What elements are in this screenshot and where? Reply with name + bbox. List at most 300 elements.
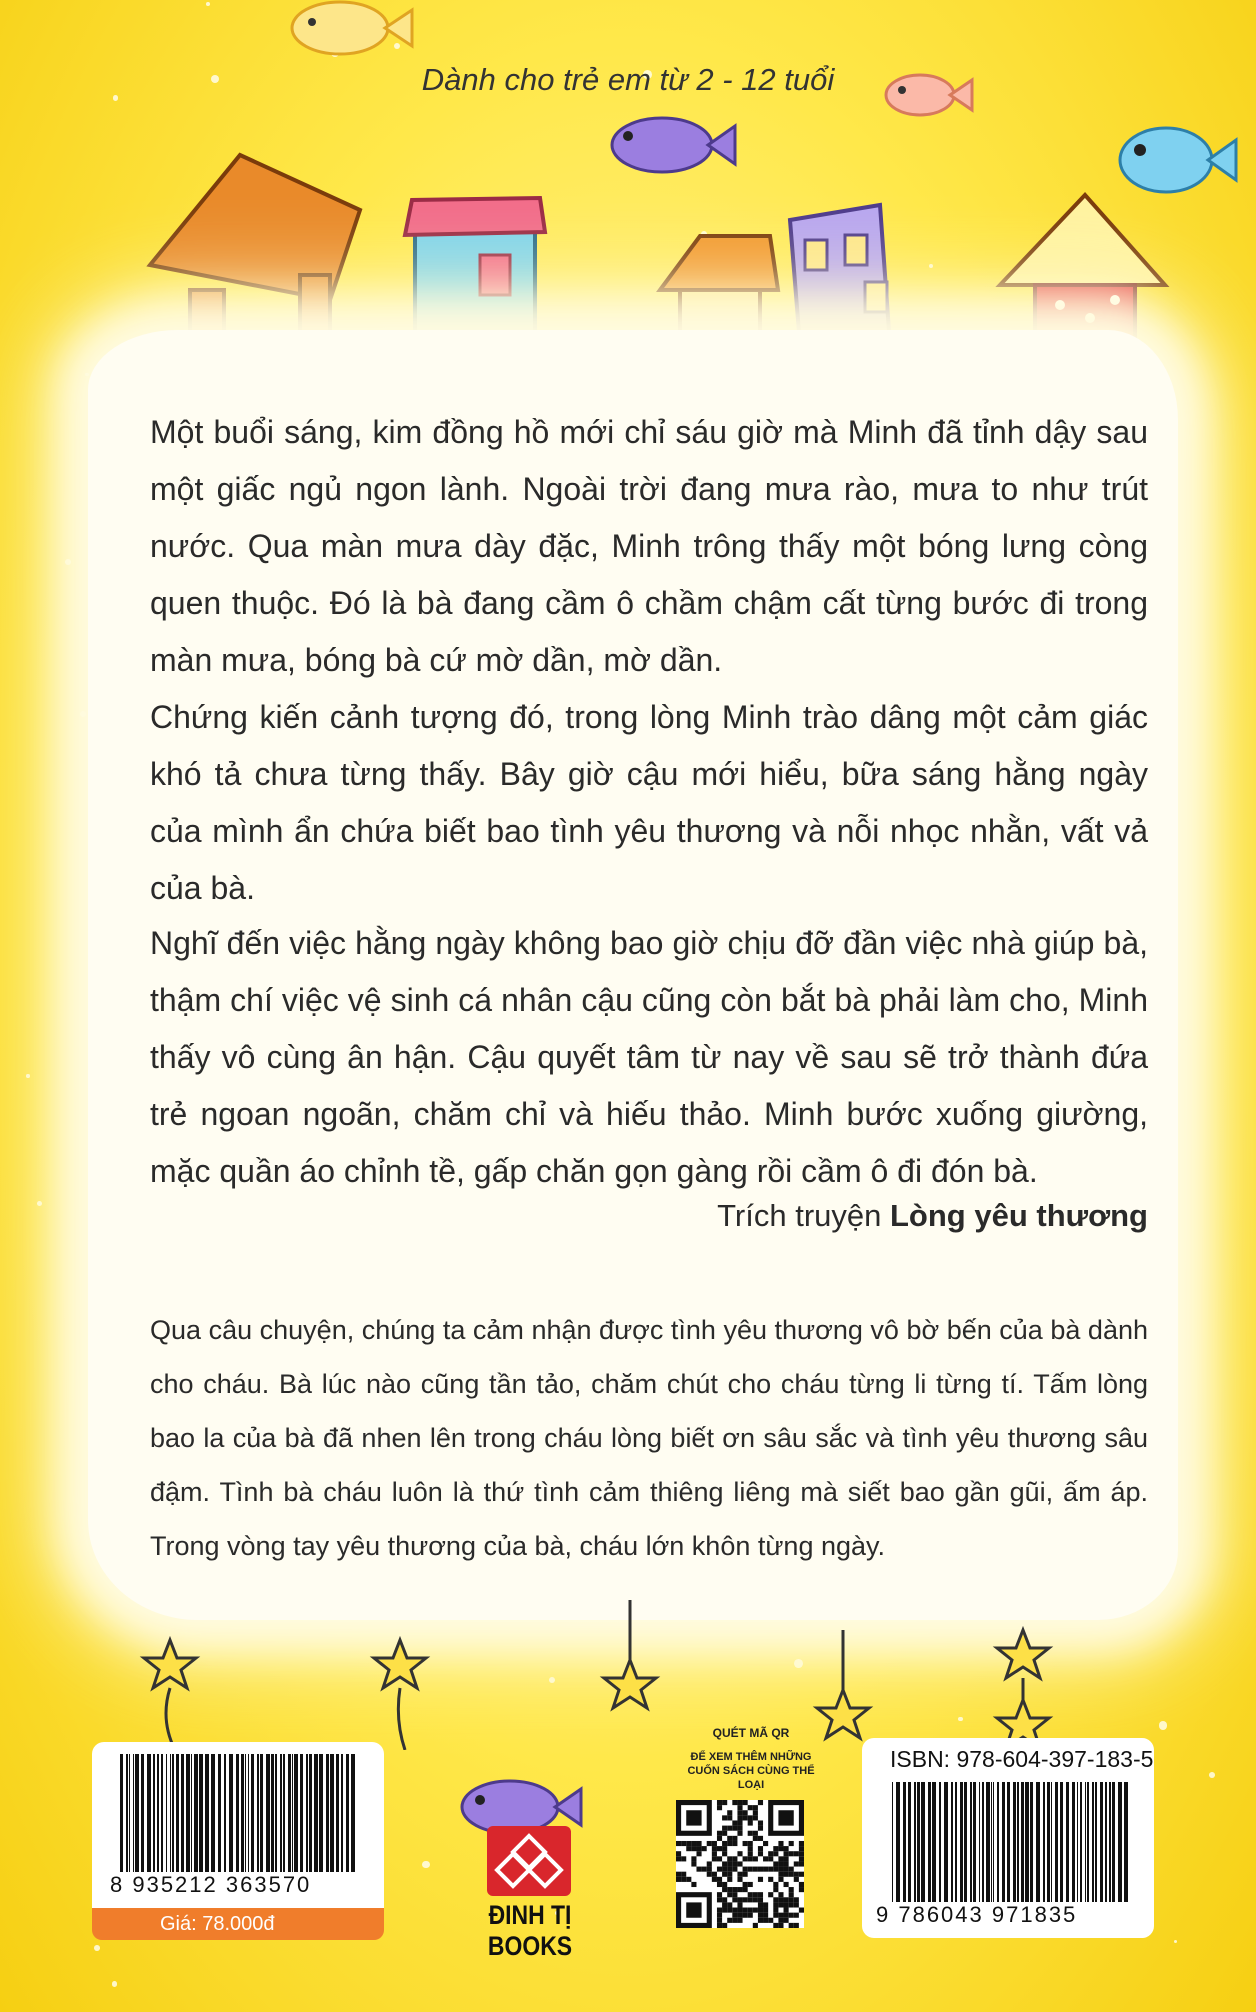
qr-module <box>686 1877 691 1882</box>
snow-dot <box>94 1945 100 1951</box>
qr-module <box>789 1892 794 1897</box>
star-icon <box>997 1630 1049 1678</box>
barcode-bar <box>1060 1782 1063 1902</box>
qr-module <box>691 1856 696 1861</box>
barcode-bar <box>1080 1782 1082 1902</box>
barcode-bar <box>126 1754 128 1872</box>
source-prefix: Trích truyện <box>717 1198 890 1233</box>
qr-module <box>758 1846 763 1851</box>
qr-module <box>681 1872 686 1877</box>
story-paragraph-1: Một buổi sáng, kim đồng hồ mới chỉ sáu giờ mà Minh đã tỉnh dậy sau một giấc ngủ ngon lành. Ngoài trời đang mưa rào, mưa to như trút nước. Qua màn mưa dày đặc, Minh trông thấy một bóng lưng còng quen thuộc. Đó là bà đang cầm ô chầm chậm cất từng bước đi trong màn mưa, bóng bà cứ mờ dần, mờ dần. <box>150 414 1148 678</box>
qr-module <box>758 1851 763 1856</box>
qr-module <box>748 1831 753 1836</box>
qr-module <box>737 1913 742 1918</box>
qr-module <box>737 1902 742 1907</box>
summary-paragraph: Qua câu chuyện, chúng ta cảm nhận được tình yêu thương vô bờ bến của bà dành cho cháu. Bà lúc nào cũng tần tảo, chăm chút cho cháu từng li từng tí. Tấm lòng bao la của bà đã nhen lên trong cháu lòng biết ơn sâu sắc và tình yêu thương sâu đậm. Tình bà cháu luôn là thứ tình cảm thiêng liêng mà siết bao gần gũi, ấm áp. Trong vòng tay yêu thương của bà, cháu lớn khôn từng ngày. <box>150 1315 1148 1561</box>
qr-module <box>707 1861 712 1866</box>
qr-module <box>758 1877 763 1882</box>
barcode-bar <box>172 1754 174 1872</box>
qr-module <box>732 1913 737 1918</box>
qr-module <box>727 1918 732 1923</box>
qr-module <box>737 1872 742 1877</box>
barcode-bar <box>275 1754 277 1872</box>
qr-module <box>727 1902 732 1907</box>
qr-module <box>717 1892 722 1897</box>
qr-module <box>753 1856 758 1861</box>
barcode-bar <box>1043 1782 1045 1902</box>
snow-dot <box>65 559 71 565</box>
qr-module <box>789 1897 794 1902</box>
qr-module <box>758 1918 763 1923</box>
barcode-bar <box>1007 1782 1010 1902</box>
qr-module <box>768 1918 773 1923</box>
qr-module <box>763 1856 768 1861</box>
barcode-bar <box>944 1782 948 1902</box>
qr-module <box>722 1872 727 1877</box>
barcode-bar <box>1030 1782 1033 1902</box>
barcode-bar <box>1085 1782 1086 1902</box>
qr-module <box>737 1831 742 1836</box>
barcode-bar <box>997 1782 999 1902</box>
qr-module <box>748 1815 753 1820</box>
qr-module <box>732 1867 737 1872</box>
publisher-logo <box>487 1826 571 1896</box>
qr-module <box>778 1861 783 1866</box>
qr-caption-title: QUÉT MÃ QR <box>712 1726 790 1740</box>
qr-code[interactable] <box>676 1800 804 1928</box>
qr-module <box>758 1892 763 1897</box>
qr-module <box>748 1897 753 1902</box>
qr-module <box>722 1908 727 1913</box>
house-illustration <box>405 198 545 350</box>
qr-module <box>778 1913 783 1918</box>
qr-module <box>722 1882 727 1887</box>
qr-module <box>696 1867 701 1872</box>
barcode-bar <box>896 1782 900 1902</box>
barcode-bar <box>248 1754 249 1872</box>
qr-module <box>778 1841 783 1846</box>
qr-module <box>753 1805 758 1810</box>
qr-module <box>789 1872 794 1877</box>
barcode-bar <box>979 1782 980 1902</box>
isbn-label: ISBN: 978-604-397-183-5 <box>890 1746 1154 1772</box>
qr-module <box>763 1918 768 1923</box>
qr-module <box>737 1908 742 1913</box>
qr-module <box>773 1913 778 1918</box>
barcode-bar <box>166 1754 167 1872</box>
qr-module <box>712 1846 717 1851</box>
qr-module <box>763 1867 768 1872</box>
qr-module <box>778 1867 783 1872</box>
barcode-bar <box>176 1754 179 1872</box>
qr-module <box>717 1877 722 1882</box>
qr-module <box>717 1856 722 1861</box>
house-illustration <box>150 155 360 350</box>
qr-module <box>727 1877 732 1882</box>
qr-module <box>763 1913 768 1918</box>
qr-module <box>758 1913 763 1918</box>
barcode-bar <box>330 1754 334 1872</box>
qr-module <box>784 1846 789 1851</box>
qr-module <box>722 1815 727 1820</box>
qr-module <box>758 1836 763 1841</box>
qr-module <box>681 1856 686 1861</box>
barcode-bar <box>319 1754 323 1872</box>
barcode-bar <box>346 1754 349 1872</box>
qr-module <box>707 1841 712 1846</box>
qr-module <box>748 1856 753 1861</box>
qr-module <box>784 1856 789 1861</box>
barcode-bars <box>892 1782 1132 1902</box>
barcode-bar <box>251 1754 254 1872</box>
barcode-bar <box>982 1782 984 1902</box>
qr-module <box>773 1887 778 1892</box>
qr-module <box>717 1867 722 1872</box>
qr-module <box>727 1872 732 1877</box>
barcode-bar <box>1002 1782 1005 1902</box>
qr-module <box>717 1918 722 1923</box>
qr-module <box>717 1897 722 1902</box>
barcode-bar <box>908 1782 911 1902</box>
qr-module <box>691 1846 696 1851</box>
qr-module <box>773 1846 778 1851</box>
barcode-bar <box>170 1754 171 1872</box>
barcode-bar <box>351 1754 355 1872</box>
qr-module <box>794 1872 799 1877</box>
barcode-bar <box>120 1754 123 1872</box>
qr-module <box>799 1908 804 1913</box>
barcode-bar <box>309 1754 312 1872</box>
qr-module <box>763 1908 768 1913</box>
qr-module <box>784 1851 789 1856</box>
barcode-bar <box>218 1754 221 1872</box>
qr-module <box>712 1872 717 1877</box>
fish-icon <box>1120 128 1236 192</box>
qr-module <box>799 1841 804 1846</box>
qr-module <box>748 1908 753 1913</box>
barcode-bar <box>914 1782 916 1902</box>
barcode-bar <box>1047 1782 1050 1902</box>
qr-module <box>707 1867 712 1872</box>
qr-module <box>758 1826 763 1831</box>
barcode-bar <box>892 1782 893 1902</box>
qr-module <box>753 1831 758 1836</box>
qr-module <box>794 1897 799 1902</box>
qr-module <box>676 1841 681 1846</box>
barcode-bar <box>157 1754 159 1872</box>
barcode-bar <box>306 1754 308 1872</box>
qr-module <box>763 1902 768 1907</box>
qr-module <box>799 1851 804 1856</box>
barcode-bar <box>1025 1782 1029 1902</box>
house-illustration <box>790 205 890 345</box>
barcode-bar <box>1112 1782 1115 1902</box>
qr-module <box>737 1820 742 1825</box>
qr-module <box>737 1815 742 1820</box>
barcode-bar <box>294 1754 298 1872</box>
qr-module <box>722 1923 727 1928</box>
qr-module <box>717 1913 722 1918</box>
qr-module <box>722 1867 727 1872</box>
barcode-bar <box>939 1782 941 1902</box>
qr-module <box>707 1872 712 1877</box>
barcode-bar <box>960 1782 963 1902</box>
qr-module <box>748 1892 753 1897</box>
qr-module <box>743 1800 748 1805</box>
barcode-bar <box>245 1754 246 1872</box>
barcode-bar <box>955 1782 957 1902</box>
qr-module <box>743 1856 748 1861</box>
barcode-bar <box>205 1754 209 1872</box>
barcode-bar <box>1055 1782 1058 1902</box>
qr-module <box>768 1867 773 1872</box>
barcode-bar <box>928 1782 931 1902</box>
qr-module <box>784 1872 789 1877</box>
barcode-bars <box>120 1754 360 1872</box>
barcode-bar <box>147 1754 151 1872</box>
barcode-bar <box>199 1754 203 1872</box>
barcode-bar <box>1095 1782 1097 1902</box>
barcode-bar <box>181 1754 184 1872</box>
qr-module <box>743 1908 748 1913</box>
barcode-bar <box>903 1782 906 1902</box>
qr-module <box>758 1897 763 1902</box>
qr-module <box>717 1923 722 1928</box>
qr-module <box>758 1867 763 1872</box>
qr-module <box>748 1820 753 1825</box>
qr-module <box>743 1897 748 1902</box>
barcode-bar <box>951 1782 953 1902</box>
qr-module <box>732 1826 737 1831</box>
qr-module <box>778 1877 783 1882</box>
qr-module <box>737 1810 742 1815</box>
qr-module <box>722 1902 727 1907</box>
qr-module <box>773 1867 778 1872</box>
qr-module <box>727 1861 732 1866</box>
qr-module <box>732 1836 737 1841</box>
age-range-label: Dành cho trẻ em từ 2 - 12 tuổi <box>421 62 835 97</box>
qr-module <box>722 1826 727 1831</box>
story-paragraph-3: Nghĩ đến việc hằng ngày không bao giờ chịu đỡ đần việc nhà giúp bà, thậm chí việc vệ sinh cá nhân cậu cũng còn bắt bà phải làm cho, Minh thấy vô cùng ân hận. Cậu quyết tâm từ nay về sau sẽ trở thành đứa trẻ ngoan ngoãn, chăm chỉ và hiếu thảo. Minh bước xuống giường, mặc quần áo chỉnh tề, gấp chăn gọn gàng rồi cầm ô đi đón bà. <box>150 925 1148 1189</box>
qr-module <box>743 1815 748 1820</box>
qr-module <box>737 1918 742 1923</box>
qr-module <box>686 1902 701 1917</box>
qr-module <box>768 1892 773 1897</box>
qr-module <box>794 1877 799 1882</box>
qr-module <box>743 1882 748 1887</box>
barcode-bar <box>326 1754 329 1872</box>
qr-module <box>794 1861 799 1866</box>
qr-module <box>748 1882 753 1887</box>
qr-module <box>737 1851 742 1856</box>
qr-module <box>773 1861 778 1866</box>
qr-module <box>768 1877 773 1882</box>
barcode-bar <box>283 1754 285 1872</box>
qr-module <box>737 1877 742 1882</box>
qr-module <box>743 1810 748 1815</box>
barcode-bar <box>991 1782 992 1902</box>
star-icon <box>144 1640 196 1688</box>
qr-module <box>778 1810 793 1825</box>
barcode-bar <box>1087 1782 1089 1902</box>
qr-module <box>773 1897 778 1902</box>
barcode-bar <box>229 1754 233 1872</box>
qr-module <box>727 1815 732 1820</box>
barcode-bar <box>1036 1782 1040 1902</box>
barcode-left <box>92 1742 384 1908</box>
qr-module <box>732 1892 737 1897</box>
snow-dot <box>112 1981 118 1987</box>
qr-module <box>784 1882 789 1887</box>
qr-module <box>732 1918 737 1923</box>
barcode-digits: 9 786043 971835 <box>876 1902 1078 1927</box>
bottom-decoration <box>0 1600 1256 1750</box>
barcode-bar <box>241 1754 244 1872</box>
barcode-bar <box>921 1782 925 1902</box>
snow-dot <box>80 711 86 717</box>
qr-module <box>748 1913 753 1918</box>
qr-module <box>758 1820 763 1825</box>
qr-module <box>784 1861 789 1866</box>
qr-caption <box>676 1726 826 1792</box>
qr-module <box>753 1892 758 1897</box>
barcode-bar <box>236 1754 239 1872</box>
qr-module <box>727 1841 732 1846</box>
qr-code-pattern <box>676 1800 804 1928</box>
qr-module <box>676 1851 681 1856</box>
qr-module <box>727 1836 732 1841</box>
barcode-bar <box>341 1754 343 1872</box>
qr-module <box>691 1841 696 1846</box>
qr-module <box>789 1913 794 1918</box>
qr-module <box>732 1800 737 1805</box>
barcode-bar <box>917 1782 920 1902</box>
qr-module <box>789 1867 794 1872</box>
qr-module <box>696 1851 701 1856</box>
qr-module <box>743 1872 748 1877</box>
qr-module <box>732 1897 737 1902</box>
qr-module <box>743 1913 748 1918</box>
qr-module <box>763 1841 768 1846</box>
qr-module <box>773 1902 778 1907</box>
qr-module <box>794 1851 799 1856</box>
qr-module <box>737 1826 742 1831</box>
snow-dot <box>422 1861 429 1868</box>
qr-module <box>717 1846 722 1851</box>
qr-module <box>686 1846 691 1851</box>
barcode-bar <box>1124 1782 1128 1902</box>
qr-module <box>732 1861 737 1866</box>
qr-module <box>794 1923 799 1928</box>
qr-module <box>717 1805 722 1810</box>
qr-module <box>753 1867 758 1872</box>
qr-module <box>712 1856 717 1861</box>
qr-module <box>712 1877 717 1882</box>
qr-module <box>789 1902 794 1907</box>
barcode-bar <box>257 1754 259 1872</box>
barcode-bar <box>280 1754 282 1872</box>
barcode-bar <box>973 1782 976 1902</box>
qr-module <box>743 1867 748 1872</box>
qr-module <box>737 1897 742 1902</box>
qr-module <box>722 1897 727 1902</box>
qr-module <box>717 1908 722 1913</box>
qr-module <box>753 1923 758 1928</box>
qr-module <box>753 1836 758 1841</box>
qr-module <box>799 1861 804 1866</box>
barcode-bar <box>314 1754 318 1872</box>
qr-module <box>732 1820 737 1825</box>
qr-module <box>712 1841 717 1846</box>
qr-module <box>748 1841 753 1846</box>
qr-module <box>743 1841 748 1846</box>
qr-module <box>748 1846 753 1851</box>
qr-module <box>778 1856 783 1861</box>
qr-module <box>784 1918 789 1923</box>
qr-module <box>737 1887 742 1892</box>
qr-module <box>799 1872 804 1877</box>
qr-module <box>789 1923 794 1928</box>
barcode-bar <box>133 1754 134 1872</box>
qr-module <box>737 1800 742 1805</box>
barcode-bar <box>161 1754 163 1872</box>
source-title: Lòng yêu thương <box>889 1198 1148 1233</box>
barcode-bar <box>292 1754 293 1872</box>
qr-module <box>717 1836 722 1841</box>
barcode-bar <box>1109 1782 1111 1902</box>
qr-module <box>768 1856 773 1861</box>
qr-module <box>789 1851 794 1856</box>
barcode-bar <box>1092 1782 1094 1902</box>
qr-module <box>727 1826 732 1831</box>
snow-dot <box>1174 1940 1177 1943</box>
qr-module <box>784 1908 789 1913</box>
barcode-bar <box>186 1754 190 1872</box>
qr-module <box>702 1867 707 1872</box>
qr-module <box>686 1841 691 1846</box>
qr-module <box>727 1892 732 1897</box>
qr-module <box>773 1882 778 1887</box>
qr-module <box>778 1923 783 1928</box>
qr-module <box>732 1908 737 1913</box>
qr-module <box>676 1856 681 1861</box>
qr-module <box>778 1897 783 1902</box>
qr-module <box>753 1815 758 1820</box>
barcode-bar <box>336 1754 339 1872</box>
qr-module <box>717 1800 722 1805</box>
star-icon <box>604 1660 656 1708</box>
barcode-bar <box>191 1754 192 1872</box>
qr-module <box>691 1882 696 1887</box>
qr-module <box>717 1882 722 1887</box>
qr-module <box>768 1851 773 1856</box>
qr-module <box>722 1846 727 1851</box>
barcode-bar <box>129 1754 130 1872</box>
qr-module <box>676 1877 681 1882</box>
qr-module <box>758 1908 763 1913</box>
qr-module <box>778 1918 783 1923</box>
qr-module <box>799 1882 804 1887</box>
qr-module <box>753 1810 758 1815</box>
barcode-bar <box>194 1754 198 1872</box>
barcode-bar <box>1100 1782 1103 1902</box>
barcode-bar <box>266 1754 270 1872</box>
qr-module <box>784 1897 789 1902</box>
qr-module <box>799 1856 804 1861</box>
qr-module <box>799 1846 804 1851</box>
top-illustration <box>0 0 1256 360</box>
barcode-digits: 8 935212 363570 <box>110 1872 312 1897</box>
